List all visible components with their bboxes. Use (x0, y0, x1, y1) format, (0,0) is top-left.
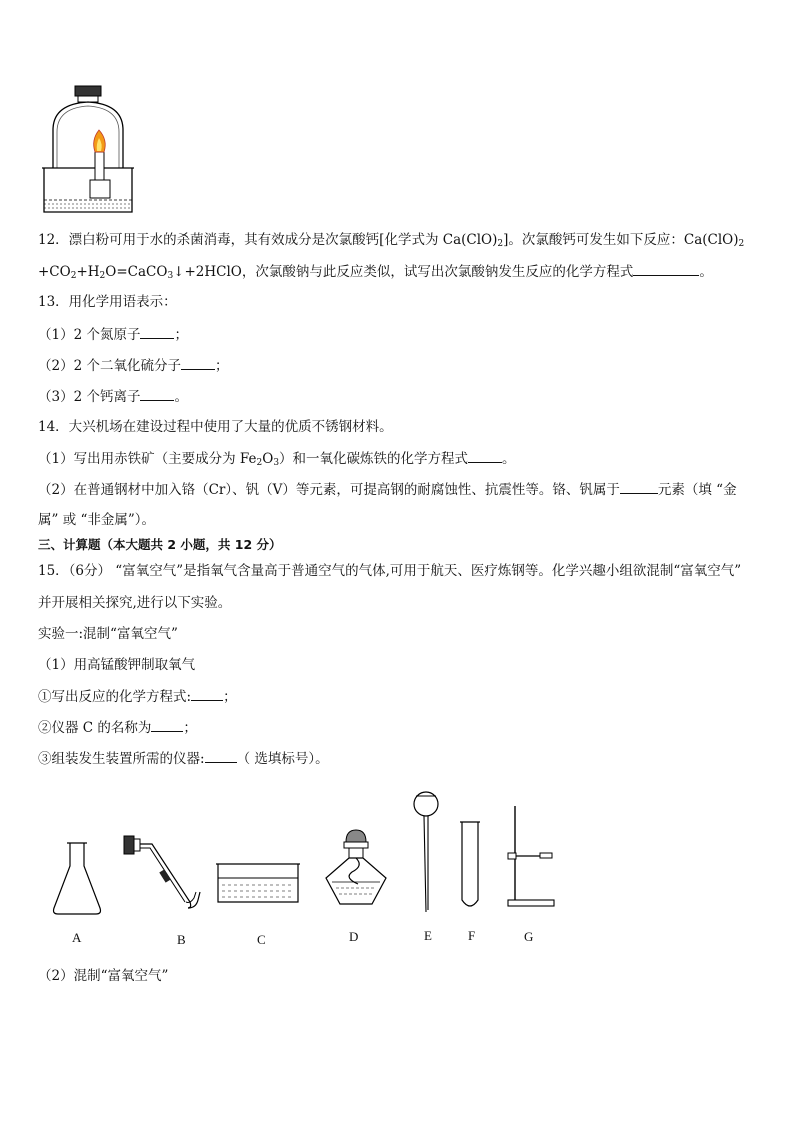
q15-experiment-1: 实验一:混制“富氧空气” (38, 626, 178, 642)
q13-title: 13．用化学用语表示： (38, 294, 177, 310)
q15-blank-1[interactable] (191, 687, 223, 701)
water-trough-icon (216, 864, 300, 902)
apparatus-label-f: F (468, 928, 476, 943)
q13-item-2: （2）2 个二氧化硫分子 ； (38, 358, 229, 374)
q13-item-3: （3）2 个钙离子 。 (38, 389, 188, 405)
q14-blank-1[interactable] (468, 449, 502, 463)
q14-title: 14．大兴机场在建设过程中使用了大量的优质不锈钢材料。 (38, 419, 393, 435)
q15-sub-3: ③组装发生装置所需的仪器: （ 选填标号）。 (38, 751, 329, 767)
apparatus-label-a: A (72, 930, 82, 945)
q15-blank-2[interactable] (151, 718, 183, 732)
apparatus-label-g: G (524, 929, 534, 944)
q12-line-2: $+CO_2+H_2O=CaCO_3↓+2HClO$，次氯酸钠与此反应类似，试写出次氯酸钠发生反应的化学方程式 。 (38, 264, 713, 281)
stopper-tube-icon (124, 836, 200, 908)
q14-item-1: （1）写出用赤铁矿（主要成分为 $Fe_2O_3$）和一氧化碳炼铁的化学方程式 。 (38, 451, 516, 468)
apparatus-label-b: B (177, 932, 186, 947)
q15-sub-1: ①写出反应的化学方程式: ； (38, 689, 237, 705)
q14-blank-2[interactable] (620, 480, 658, 494)
q15-blank-3[interactable] (205, 749, 237, 763)
q13-item-1: （1）2 个氮原子 ； (38, 327, 188, 343)
q15-sub-2: ②仪器 C 的名称为 ； (38, 720, 197, 736)
q12-line-1: 12．漂白粉可用于水的杀菌消毒，其有效成分是次氯酸钙[化学式为 $Ca(ClO)_2$]。次氯酸钙可发生如下反应：$Ca(ClO)_2$ (38, 232, 745, 249)
long-neck-funnel-icon (414, 792, 438, 912)
bell-jar-candle-figure (38, 80, 138, 216)
iron-stand-icon (508, 806, 554, 906)
test-tube-icon (460, 822, 480, 906)
apparatus-label-d: D (349, 929, 359, 944)
apparatus-figure (40, 786, 580, 946)
q14-item-2: （2）在普通钢材中加入铬（Cr）、钒（V）等元素，可提高钢的耐腐蚀性、抗震性等。铬、钒属于 元素（填 “金 (38, 482, 737, 498)
q13-blank-3[interactable] (140, 387, 174, 401)
conical-flask-icon (54, 843, 101, 914)
q15-line-2: 并开展相关探究,进行以下实验。 (38, 595, 232, 611)
q14-item-2-cont: 属” 或 “非金属”）。 (38, 512, 156, 528)
apparatus-label-e: E (424, 928, 432, 943)
q15-step-1: （1）用高锰酸钾制取氧气 (38, 657, 196, 673)
q13-blank-2[interactable] (181, 356, 215, 370)
q13-blank-1[interactable] (140, 325, 174, 339)
q15-line-1: 15．（6分） “富氧空气”是指氧气含量高于普通空气的气体,可用于航天、医疗炼钢等。化学兴趣小组欲混制“富氧空气” (38, 563, 742, 579)
alcohol-lamp-icon (326, 830, 386, 904)
q15-step-2: （2）混制“富氧空气” (38, 968, 169, 984)
apparatus-label-c: C (257, 932, 266, 947)
q12-answer-blank[interactable] (633, 262, 699, 276)
section-3-heading: 三、计算题（本大题共 2 小题，共 12 分） (38, 537, 282, 552)
